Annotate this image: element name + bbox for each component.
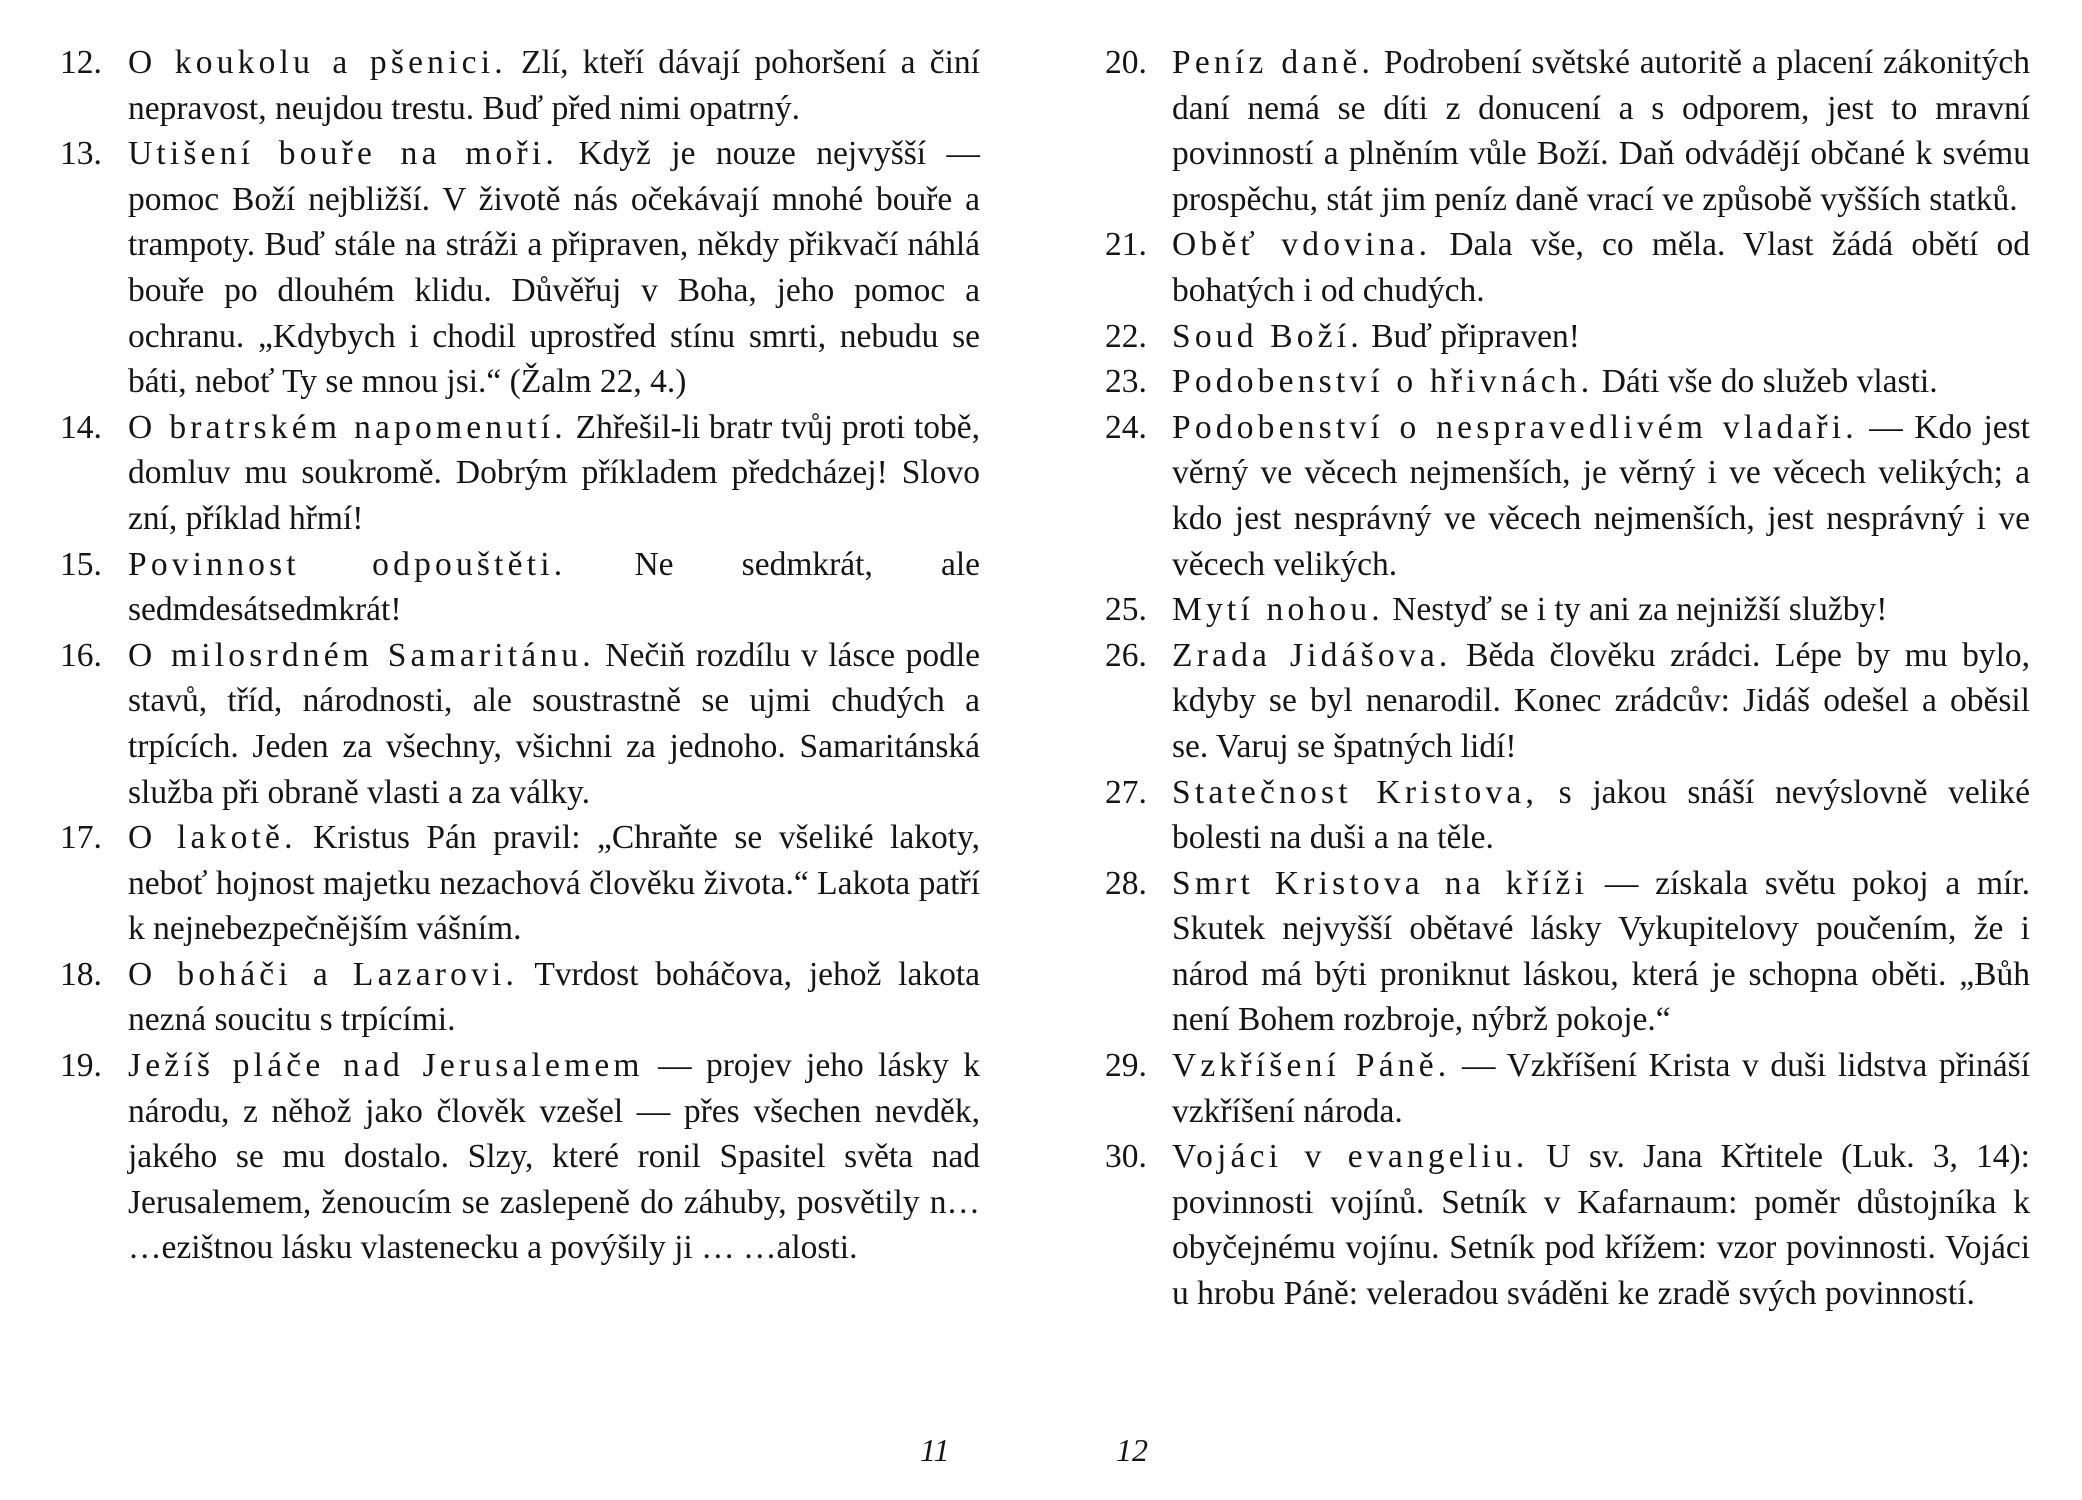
entry-28 <box>1105 861 2030 1043</box>
entry-text: Běda člověku zrádci. Lépe by mu bylo, kdyby se byl nenarodil. Konec zrádcův: Jidáš odešel a oběsil se. Varuj se špatných lidí! <box>1172 636 2030 765</box>
entry-21 <box>1105 222 2030 313</box>
entry-18 <box>60 952 980 1043</box>
entry-number: 27. <box>1105 773 1147 811</box>
entry-text: Kristus Pán pravil: „Chraňte se všeliké lakoty, neboť hojnost majetku nezachová člověku života.“ Lakota patří k nejnebezpečnějším vášním. <box>128 819 980 948</box>
entry-15 <box>60 542 980 633</box>
entry-17 <box>60 815 980 952</box>
page-number-right: 12 <box>1116 1432 1148 1468</box>
entry-body <box>128 542 980 633</box>
entry-text: Zlí, kteří dávají pohoršení a činí nepravost, neujdou trestu. Buď před nimi opatrný. <box>128 44 980 127</box>
entry-20 <box>1105 40 2030 222</box>
entry-text: Ne sedmkrát, ale sedmdesátsedmkrát! <box>128 545 981 629</box>
entry-23 <box>1105 359 2030 405</box>
entry-text: Podrobení světské autoritě a placení zákonitých daní nemá se díti z donucení a s odporem, jest to mravní povinností a plněním vůle Boží. Daň odvádějí občané k svému prospěchu, stát jim peníz daně vrací ve způsobě vyšších statků. <box>1172 44 2030 218</box>
entry-heading: Soud Boží. <box>1172 317 1363 355</box>
entry-number: 16. <box>60 636 102 674</box>
entry-number: 22. <box>1105 317 1147 355</box>
entry-text: Nečiň rozdílu v lásce podle stavů, tříd, národnosti, ale soustrastně se ujmi chudých a trpících. Jeden za všechny, všichni za jednoho. Samaritánská služba při obraně vlasti a za války. <box>128 636 980 811</box>
entry-body <box>128 131 980 405</box>
entry-heading: Smrt Kristova na kříži <box>1172 864 1589 902</box>
entry-heading: Podobenství o hřivnách. <box>1172 363 1594 401</box>
entry-29 <box>1105 1043 2030 1134</box>
entry-heading: O koukolu a pšenici. <box>128 44 507 81</box>
entry-heading: Mytí nohou. <box>1172 591 1384 629</box>
entry-body <box>1172 314 2030 360</box>
entry-number: 21. <box>1105 226 1147 264</box>
entry-heading: Peníz daně. <box>1172 44 1375 81</box>
entry-text: Buď připraven! <box>1371 317 1580 355</box>
entry-body <box>1172 40 2030 222</box>
entry-number: 12. <box>60 44 102 81</box>
entry-number: 25. <box>1105 591 1147 629</box>
entry-body <box>1172 587 2030 633</box>
entry-body <box>128 405 980 542</box>
entry-25 <box>1105 587 2030 633</box>
entry-heading: O milosrdném Samaritánu. <box>128 636 595 674</box>
entry-26 <box>1105 633 2030 770</box>
entry-text: — Kdo jest věrný ve věcech nejmenších, je věrný i ve věcech velikých; a kdo jest nesprávný ve věcech nejmenších, jest nesprávný i ve věcech velikých. <box>1172 408 2030 583</box>
entry-heading: Oběť vdovina. <box>1172 226 1432 264</box>
entry-text: s jakou snáší nevýslovně veliké bolesti na duši a na těle. <box>1172 773 2030 857</box>
entry-heading: O lakotě. <box>128 819 297 857</box>
entry-body <box>1172 633 2030 770</box>
entry-heading: Vzkříšení Páně. <box>1172 1047 1451 1085</box>
entry-text: U sv. Jana Křtitele (Luk. 3, 14): povinnosti vojínů. Setník v Kafarnaum: poměr důstojníka k obyčejnému vojínu. Setník pod křížem: vzor povinnosti. Vojáci u hrobu Páně: veleradou sváděni ke zradě svých povinností. <box>1172 1138 2030 1313</box>
entry-16 <box>60 633 980 815</box>
entry-12 <box>60 40 980 131</box>
entry-text: Tvrdost boháčova, jehož lakota nezná soucitu s trpícími. <box>128 955 981 1039</box>
entry-number: 30. <box>1105 1138 1147 1176</box>
left-page <box>60 40 980 1460</box>
entry-number: 18. <box>60 955 102 993</box>
page-number-left: 11 <box>920 1432 950 1468</box>
entry-body <box>1172 1043 2030 1134</box>
entry-number: 28. <box>1105 864 1147 902</box>
entry-heading: Podobenství o nespravedlivém vladaři. <box>1172 408 1858 446</box>
entry-body <box>128 1043 980 1271</box>
entry-14 <box>60 405 980 542</box>
entry-number: 19. <box>60 1047 102 1085</box>
entry-number: 14. <box>60 408 102 446</box>
entry-number: 13. <box>60 135 102 173</box>
entry-heading: Povinnost odpouštěti. <box>128 545 567 583</box>
entry-body <box>1172 770 2030 861</box>
entry-heading: Statečnost Kristova, <box>1172 773 1539 811</box>
entry-22 <box>1105 314 2030 360</box>
entry-text: — získala světu pokoj a mír. Skutek nejvyšší obětavé lásky Vykupitelovy poučením, že i národ má býti proniknut láskou, která je schopna oběti. „Bůh není Bohem rozbroje, nýbrž pokoje.“ <box>1172 864 2030 1039</box>
entry-text: Zhřešil-li bratr tvůj proti tobě, domluv mu soukromě. Dobrým příkladem předcházej! Slovo zní, příklad hřmí! <box>128 408 981 537</box>
entry-heading: O boháči a Lazarovi. <box>128 955 519 993</box>
entry-heading: Vojáci v evangeliu. <box>1172 1138 1529 1176</box>
entry-body <box>128 815 980 952</box>
entry-heading: Zrada Jidášova. <box>1172 636 1452 674</box>
entry-heading: Utišení bouře na moři. <box>128 135 558 173</box>
entry-text: — projev jeho lásky k národu, z něhož jako člověk vzešel — přes všechen nevděk, jakého se mu dostalo. Slzy, které ronil Spasitel světa nad Jerusalemem, ženoucím se zaslepeně do záhuby, posvětily n… …ezištnou lásku vlastenecku a povýšily ji … …alosti. <box>128 1047 980 1267</box>
entry-number: 23. <box>1105 363 1147 401</box>
entry-text: — Vzkříšení Krista v duši lidstva přináší vzkříšení národa. <box>1172 1047 2031 1130</box>
entry-body <box>128 952 980 1043</box>
entry-number: 29. <box>1105 1047 1147 1085</box>
entry-text: Dáti vše do služeb vlasti. <box>1601 363 1938 401</box>
entry-text: Když je nouze nejvyšší — pomoc Boží nejbližší. V životě nás očekávají mnohé bouře a trampoty. Buď stále na stráži a připraven, někdy přikvačí náhlá bouře po dlouhém klidu. Důvěřuj v Boha, jeho pomoc a ochranu. „Kdybych i chodil uprostřed stínu smrti, nebudu se báti, neboť Ty se mnou jsi.“ (Žalm 22, 4.) <box>128 135 980 401</box>
entry-number: 20. <box>1105 44 1147 81</box>
entry-body <box>1172 861 2030 1043</box>
entry-number: 24. <box>1105 408 1147 446</box>
entry-24 <box>1105 405 2030 587</box>
entry-body <box>1172 222 2030 313</box>
entry-text: Dala vše, co měla. Vlast žádá obětí od bohatých i od chudých. <box>1172 226 2030 309</box>
entry-30 <box>1105 1134 2030 1316</box>
entry-body <box>1172 405 2030 587</box>
entry-heading: Ježíš pláče nad Jerusalemem <box>128 1047 644 1085</box>
entry-13 <box>60 131 980 405</box>
entry-body <box>128 40 980 131</box>
entry-heading: O bratrském napomenutí. <box>128 408 567 446</box>
entry-body <box>1172 1134 2030 1316</box>
entry-body <box>128 633 980 815</box>
entry-number: 17. <box>60 819 102 857</box>
entry-19 <box>60 1043 980 1271</box>
entry-text: Nestyď se i ty ani za nejnižší služby! <box>1392 591 1888 629</box>
entry-body <box>1172 359 2030 405</box>
entry-number: 15. <box>60 545 102 583</box>
right-page <box>1105 40 2030 1460</box>
entry-27 <box>1105 770 2030 861</box>
entry-number: 26. <box>1105 636 1147 674</box>
